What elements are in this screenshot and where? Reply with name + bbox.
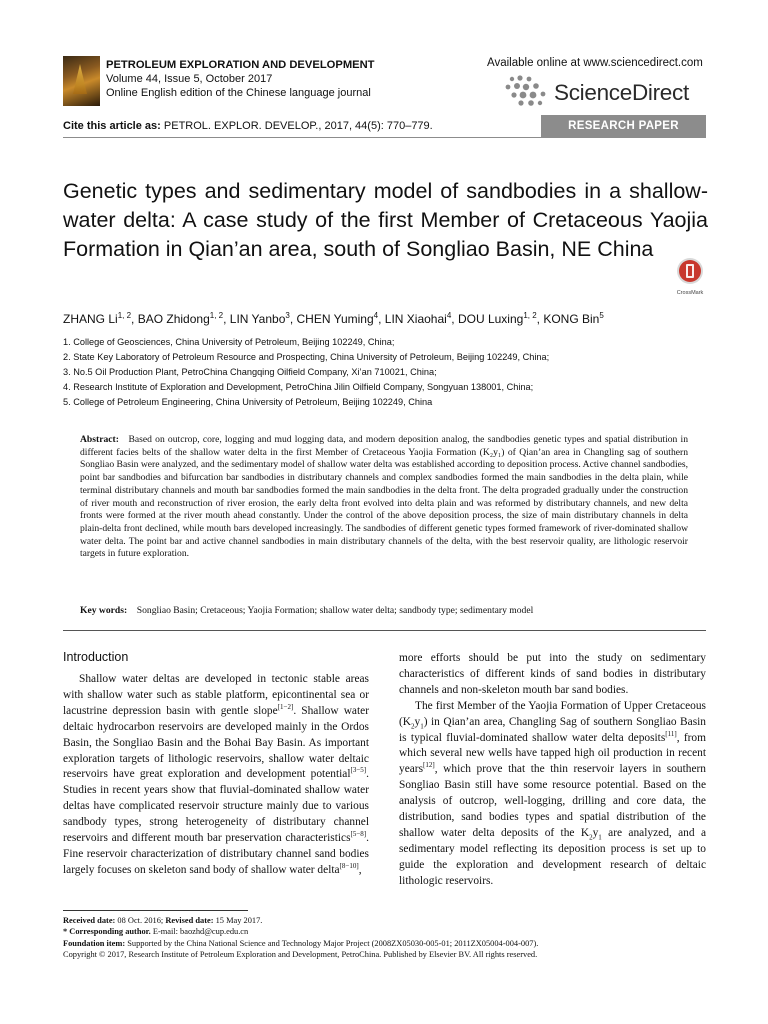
research-paper-badge: RESEARCH PAPER bbox=[541, 115, 706, 137]
affiliation: 4. Research Institute of Exploration and Development, PetroChina Jilin Oilfield Company, Songyuan 138001, China; bbox=[63, 382, 534, 392]
citation-ref[interactable]: [12] bbox=[423, 761, 435, 770]
paragraph: Shallow water deltas are developed in tectonic stable areas with shallow water such as stable platform, epicontinental sea or lacustrine depression basin with gentle slope[1−2]. Shallow water deltaic hydrocarbon reservoirs are developed mainly in the Ordos Basin, the Songliao Basin and the Bohai Bay Basin. As important exploration targets of lithologic reservoirs, shallow water deltaic reservoirs have great exploration and development potential[3−5]. Studies in recent years show that fluvial-dominated shallow water deltas have complicated reservoir structure mainly due to various sandbody types, strong heterogeneity of distributary channel reservoirs and different mouth bar preservation characteristics[5−8]. Fine reservoir characterization of distributary channel sand bodies largely focuses on skeleton sand body of shallow water delta[8−10], bbox=[63, 673, 369, 876]
sciencedirect-logo-text: ScienceDirect bbox=[554, 80, 689, 105]
footnote-dates: Received date: 08 Oct. 2016; Revised date: 15 May 2017. bbox=[63, 916, 263, 925]
affiliation: 3. No.5 Oil Production Plant, PetroChina Changqing Oilfield Company, Xi’an 710021, China; bbox=[63, 367, 437, 377]
citation-ref[interactable]: [1−2] bbox=[277, 703, 294, 712]
section-heading-introduction: Introduction bbox=[63, 650, 129, 664]
keywords-label: Key words: bbox=[80, 605, 128, 616]
paragraph: The first Member of the Yaojia Formation of Upper Cretaceous $(K_2y_1)$ in Qian’an area, Changling Sag of southern Songliao Basin is typical fluvial-dominated shallow water delta deposits[11], from which several new wells have tapped high oil production in recent years[12], which prove that the thin reservoir layers in southern Songliao Basin still have some resource potential. Based on the analysis of outcrop, well-logging, drilling and core data, the distribution, sand bodies types and spatial distribution of the shallow water delta deposits of the $K_2y_1$ are analyzed, and a sedimentary model reflecting its deposition process is set up to guide the exploration and development research of deltaic lithologic reservoirs. bbox=[399, 699, 706, 887]
author[interactable]: LIN Yanbo$^3$ bbox=[229, 311, 290, 326]
citation-ref[interactable]: [3−5] bbox=[350, 766, 367, 775]
paragraph: more efforts should be put into the study on sedimentary characteristics of different kinds of sand bodies in distributary channels and non-skeleton mouth bar sand bodies. bbox=[399, 652, 706, 696]
footnotes bbox=[63, 915, 713, 960]
article-title: Genetic types and sedimentary model of sandbodies in a shallow-water delta: A case study of the first Member of Cretaceous Yaojia Formation in Qian’an area, south of Songliao Basin, NE China bbox=[63, 179, 708, 261]
header-divider bbox=[63, 137, 706, 138]
footnote-corresponding: * Corresponding author. E-mail: baozhd@cup.edu.cn bbox=[63, 927, 249, 937]
crossmark-label: CrossMark bbox=[676, 290, 704, 296]
abstract-label: Abstract: bbox=[80, 434, 119, 445]
journal-info bbox=[106, 58, 375, 100]
abstract-divider bbox=[63, 630, 706, 631]
keywords bbox=[80, 605, 688, 616]
citation-ref[interactable]: [8−10] bbox=[339, 862, 359, 871]
affiliation: 5. College of Petroleum Engineering, China University of Petroleum, Beijing 102249, China bbox=[63, 397, 433, 407]
keywords-text: Songliao Basin; Cretaceous; Yaojia Formation; shallow water delta; sandbody type; sedimentary model bbox=[136, 605, 534, 616]
footnote-copyright: Copyright © 2017, Research Institute of Petroleum Exploration and Development, PetroChina. Published by Elsevier BV. All rights reserved. bbox=[63, 949, 538, 959]
email-link[interactable]: E-mail: baozhd@cup.edu.cn bbox=[152, 927, 249, 937]
crossmark-icon[interactable] bbox=[675, 257, 705, 297]
available-online: Available online at www.sciencedirect.com bbox=[487, 57, 703, 69]
body-column-left bbox=[63, 672, 369, 879]
edition-line: Online English edition of the Chinese language journal bbox=[106, 87, 371, 99]
footnote-foundation: Foundation item: Supported by the China National Science and Technology Major Project (2008ZX05030-005-01; 2011ZX05004-004-007). bbox=[63, 938, 539, 948]
cite-label: Cite this article as: bbox=[63, 120, 161, 132]
journal-logo bbox=[63, 56, 100, 106]
author[interactable]: CHEN Yuming$^4$ bbox=[296, 311, 379, 326]
citation-ref[interactable]: [5−8] bbox=[350, 830, 367, 839]
cite-line bbox=[63, 120, 433, 132]
abstract bbox=[80, 434, 688, 561]
affiliation: 1. College of Geosciences, China University of Petroleum, Beijing 102249, China; bbox=[63, 337, 395, 347]
author[interactable]: LIN Xiaohai$^4$ bbox=[384, 311, 452, 326]
author[interactable]: ZHANG Li$^{1, 2}$ bbox=[63, 311, 132, 326]
footnote-divider bbox=[63, 910, 248, 911]
body-column-right bbox=[399, 651, 706, 890]
author[interactable]: BAO Zhidong$^{1, 2}$ bbox=[137, 311, 224, 326]
abstract-text: Based on outcrop, core, logging and mud logging data, and modern deposition analog, the sandbodies genetic types and spatial distribution in different facies belts of the shallow water delta in the first Member of Cretaceous Yaojia Formation (K₂y₁) of Qian’an area in Changling sag of southern Songliao Basin were analyzed, and the sedimentary model of shallow water delta was established according to deposition process. Active channel sandbodies, point bar sandbodies and bifurcation bar sandbodies in distributary channels and complex sandbodies formed the main sandbodies in the delta plain, while terminal distributary channels and mouth bar sandbodies formed the main sandbodies in the delta front. The delta prograded gradually under the construction of river mouth and reconstruction of river erosion, the early delta front evolved into delta plain and was reformed by distributary channels, and new delta fronts were formed at the river mouth ahead constantly. Under the control of the above deposition process, the size of main distributary channels in delta plain-delta front declined, while mouth bars developed increasingly. The sandbodies of different genetic types formed framework of river-dominated shallow water delta. The point bar and active channel sandbodies in main distributary channels of the delta, with the best reservoir quality, are lithologic reservoir targets in future exploration. bbox=[80, 434, 688, 560]
cite-text: PETROL. EXPLOR. DEVELOP., 2017, 44(5): 770–779. bbox=[163, 120, 433, 132]
author[interactable]: DOU Luxing$^{1, 2}$ bbox=[457, 311, 537, 326]
affiliations bbox=[63, 335, 549, 410]
citation-ref[interactable]: [11] bbox=[665, 729, 677, 738]
affiliation: 2. State Key Laboratory of Petroleum Resource and Prospecting, China University of Petroleum, Beijing 102249, China; bbox=[63, 352, 550, 362]
author-list: ZHANG Li$^{1, 2}$, BAO Zhidong$^{1, 2}$, LIN Yanbo$^3$, CHEN Yuming$^4$, LIN Xiaohai$^4$, DOU Luxing$^{1, 2}$, KONG Bin$^5$ bbox=[63, 311, 604, 326]
volume-line: Volume 44, Issue 5, October 2017 bbox=[106, 73, 273, 85]
journal-name: PETROLEUM EXPLORATION AND DEVELOPMENT bbox=[106, 59, 375, 71]
author[interactable]: KONG Bin$^5$ bbox=[543, 311, 604, 326]
